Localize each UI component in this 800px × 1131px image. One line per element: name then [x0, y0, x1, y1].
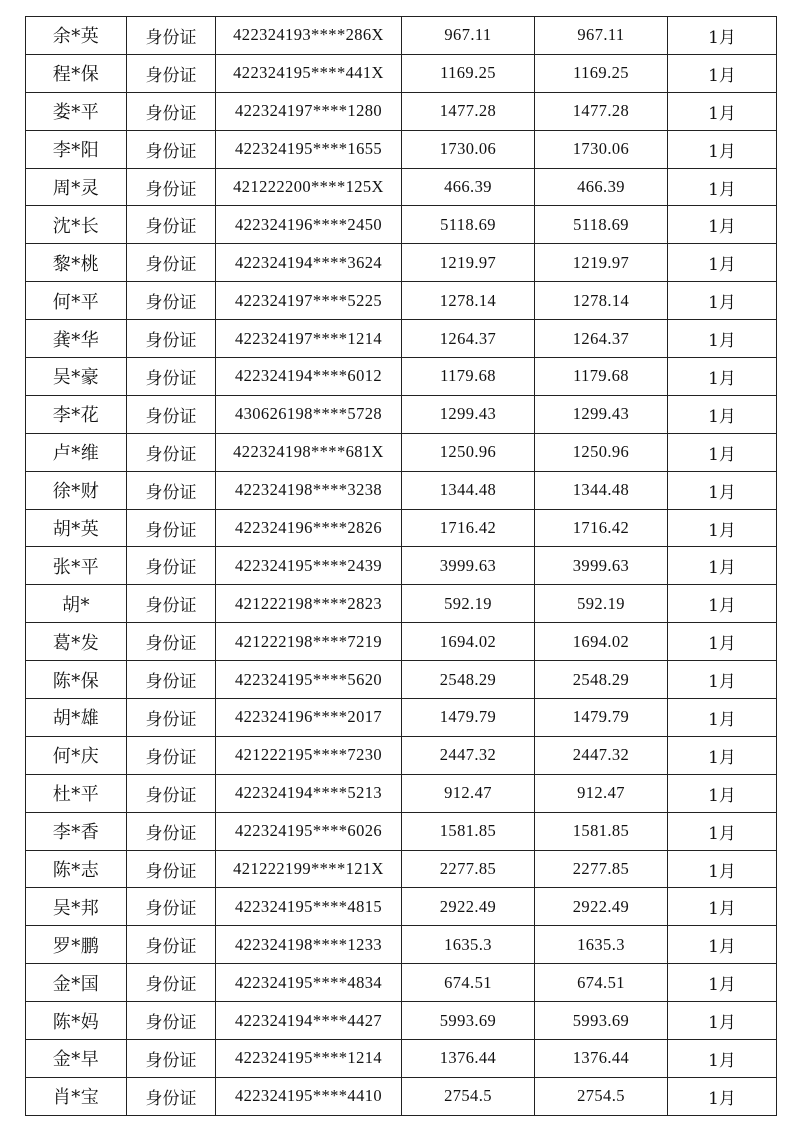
cell-amount: 2754.5 [402, 1077, 535, 1115]
cell-id-number: 421222200****125X [216, 168, 402, 206]
table-row [26, 850, 777, 888]
cell-amount: 1264.37 [402, 320, 535, 358]
cell-amount: 1694.02 [402, 623, 535, 661]
cell-amount: 1169.25 [402, 54, 535, 92]
cell-amount: 912.47 [402, 774, 535, 812]
cell-id-type: 身份证 [127, 736, 216, 774]
cell-id-number: 422324198****3238 [216, 471, 402, 509]
table-row [26, 547, 777, 585]
cell-name: 徐*财 [26, 471, 127, 509]
table-row [26, 585, 777, 623]
cell-id-type: 身份证 [127, 926, 216, 964]
cell-month: 1月 [668, 623, 777, 661]
cell-amount-paid: 1250.96 [535, 433, 668, 471]
cell-amount-paid: 1376.44 [535, 1040, 668, 1078]
cell-id-number: 422324196****2017 [216, 699, 402, 737]
cell-month: 1月 [668, 54, 777, 92]
cell-name: 李*阳 [26, 130, 127, 168]
cell-id-type: 身份证 [127, 54, 216, 92]
cell-name: 吴*豪 [26, 358, 127, 396]
cell-month: 1月 [668, 1040, 777, 1078]
cell-name: 陈*妈 [26, 1002, 127, 1040]
cell-month: 1月 [668, 206, 777, 244]
cell-month: 1月 [668, 130, 777, 168]
cell-amount: 1250.96 [402, 433, 535, 471]
roster-table [25, 16, 777, 1116]
cell-id-type: 身份证 [127, 358, 216, 396]
cell-name: 周*灵 [26, 168, 127, 206]
cell-id-type: 身份证 [127, 888, 216, 926]
cell-amount-paid: 5118.69 [535, 206, 668, 244]
cell-id-type: 身份证 [127, 433, 216, 471]
cell-amount: 1219.97 [402, 244, 535, 282]
cell-id-number: 422324197****1214 [216, 320, 402, 358]
cell-month: 1月 [668, 964, 777, 1002]
cell-amount-paid: 1344.48 [535, 471, 668, 509]
cell-amount: 1278.14 [402, 282, 535, 320]
cell-amount-paid: 2754.5 [535, 1077, 668, 1115]
cell-amount-paid: 1278.14 [535, 282, 668, 320]
cell-id-number: 422324193****286X [216, 17, 402, 55]
cell-amount: 674.51 [402, 964, 535, 1002]
cell-id-type: 身份证 [127, 17, 216, 55]
cell-amount-paid: 1169.25 [535, 54, 668, 92]
cell-id-number: 422324195****1655 [216, 130, 402, 168]
table-row [26, 320, 777, 358]
cell-month: 1月 [668, 547, 777, 585]
table-row [26, 206, 777, 244]
cell-id-type: 身份证 [127, 282, 216, 320]
cell-month: 1月 [668, 736, 777, 774]
cell-id-number: 422324194****4427 [216, 1002, 402, 1040]
cell-name: 娄*平 [26, 92, 127, 130]
table-row [26, 168, 777, 206]
cell-amount: 2922.49 [402, 888, 535, 926]
cell-id-number: 422324195****1214 [216, 1040, 402, 1078]
cell-id-number: 421222199****121X [216, 850, 402, 888]
cell-amount-paid: 1716.42 [535, 509, 668, 547]
cell-amount: 3999.63 [402, 547, 535, 585]
cell-id-type: 身份证 [127, 92, 216, 130]
cell-name: 杜*平 [26, 774, 127, 812]
cell-name: 何*庆 [26, 736, 127, 774]
cell-id-type: 身份证 [127, 320, 216, 358]
cell-id-number: 422324196****2826 [216, 509, 402, 547]
cell-id-number: 421222198****2823 [216, 585, 402, 623]
cell-id-type: 身份证 [127, 623, 216, 661]
cell-amount-paid: 1219.97 [535, 244, 668, 282]
cell-amount: 466.39 [402, 168, 535, 206]
cell-id-type: 身份证 [127, 1040, 216, 1078]
cell-amount-paid: 674.51 [535, 964, 668, 1002]
cell-id-type: 身份证 [127, 509, 216, 547]
table-row [26, 1040, 777, 1078]
cell-id-number: 422324198****681X [216, 433, 402, 471]
cell-amount: 5993.69 [402, 1002, 535, 1040]
cell-amount: 2277.85 [402, 850, 535, 888]
table-row [26, 471, 777, 509]
cell-month: 1月 [668, 585, 777, 623]
cell-id-type: 身份证 [127, 850, 216, 888]
cell-name: 胡*英 [26, 509, 127, 547]
cell-amount: 2548.29 [402, 661, 535, 699]
cell-amount: 1299.43 [402, 395, 535, 433]
cell-name: 李*花 [26, 395, 127, 433]
cell-id-number: 422324195****441X [216, 54, 402, 92]
cell-id-number: 422324195****5620 [216, 661, 402, 699]
table-row [26, 812, 777, 850]
cell-name: 余*英 [26, 17, 127, 55]
cell-month: 1月 [668, 1002, 777, 1040]
cell-name: 胡* [26, 585, 127, 623]
table-row [26, 92, 777, 130]
cell-name: 胡*雄 [26, 699, 127, 737]
cell-name: 肖*宝 [26, 1077, 127, 1115]
cell-month: 1月 [668, 92, 777, 130]
table-row [26, 926, 777, 964]
cell-id-type: 身份证 [127, 1077, 216, 1115]
cell-month: 1月 [668, 168, 777, 206]
cell-id-type: 身份证 [127, 585, 216, 623]
cell-month: 1月 [668, 282, 777, 320]
cell-amount: 967.11 [402, 17, 535, 55]
cell-id-type: 身份证 [127, 812, 216, 850]
cell-id-number: 422324194****3624 [216, 244, 402, 282]
table-row [26, 130, 777, 168]
table-row [26, 17, 777, 55]
cell-amount: 1477.28 [402, 92, 535, 130]
cell-id-type: 身份证 [127, 699, 216, 737]
table-row [26, 54, 777, 92]
cell-amount: 1635.3 [402, 926, 535, 964]
cell-id-number: 422324195****4834 [216, 964, 402, 1002]
cell-month: 1月 [668, 661, 777, 699]
cell-amount: 1344.48 [402, 471, 535, 509]
cell-name: 金*早 [26, 1040, 127, 1078]
table-row [26, 1077, 777, 1115]
cell-id-number: 422324195****4815 [216, 888, 402, 926]
cell-amount-paid: 1264.37 [535, 320, 668, 358]
cell-amount-paid: 1635.3 [535, 926, 668, 964]
cell-amount: 5118.69 [402, 206, 535, 244]
cell-id-type: 身份证 [127, 1002, 216, 1040]
cell-name: 卢*维 [26, 433, 127, 471]
cell-amount-paid: 2548.29 [535, 661, 668, 699]
cell-amount: 1730.06 [402, 130, 535, 168]
cell-name: 何*平 [26, 282, 127, 320]
table-row [26, 964, 777, 1002]
cell-name: 程*保 [26, 54, 127, 92]
cell-amount: 2447.32 [402, 736, 535, 774]
cell-name: 李*香 [26, 812, 127, 850]
cell-month: 1月 [668, 395, 777, 433]
cell-amount-paid: 1581.85 [535, 812, 668, 850]
cell-id-type: 身份证 [127, 471, 216, 509]
cell-name: 陈*志 [26, 850, 127, 888]
cell-month: 1月 [668, 471, 777, 509]
table-row [26, 774, 777, 812]
table-row [26, 282, 777, 320]
cell-amount-paid: 1479.79 [535, 699, 668, 737]
cell-id-type: 身份证 [127, 168, 216, 206]
cell-month: 1月 [668, 358, 777, 396]
table-row [26, 661, 777, 699]
cell-id-number: 430626198****5728 [216, 395, 402, 433]
cell-month: 1月 [668, 1077, 777, 1115]
cell-id-type: 身份证 [127, 547, 216, 585]
cell-name: 沈*长 [26, 206, 127, 244]
cell-month: 1月 [668, 926, 777, 964]
cell-amount-paid: 2447.32 [535, 736, 668, 774]
cell-id-number: 422324197****1280 [216, 92, 402, 130]
cell-month: 1月 [668, 509, 777, 547]
cell-id-number: 421222198****7219 [216, 623, 402, 661]
cell-id-number: 422324195****4410 [216, 1077, 402, 1115]
cell-amount: 592.19 [402, 585, 535, 623]
cell-month: 1月 [668, 812, 777, 850]
cell-amount: 1479.79 [402, 699, 535, 737]
cell-month: 1月 [668, 699, 777, 737]
table-row [26, 623, 777, 661]
cell-month: 1月 [668, 433, 777, 471]
cell-amount: 1581.85 [402, 812, 535, 850]
cell-name: 罗*鹏 [26, 926, 127, 964]
cell-id-type: 身份证 [127, 661, 216, 699]
cell-id-type: 身份证 [127, 774, 216, 812]
cell-name: 张*平 [26, 547, 127, 585]
cell-amount-paid: 3999.63 [535, 547, 668, 585]
cell-amount-paid: 466.39 [535, 168, 668, 206]
cell-id-number: 422324197****5225 [216, 282, 402, 320]
cell-name: 龚*华 [26, 320, 127, 358]
cell-name: 吴*邦 [26, 888, 127, 926]
cell-amount: 1179.68 [402, 358, 535, 396]
cell-id-number: 422324195****2439 [216, 547, 402, 585]
cell-amount-paid: 2922.49 [535, 888, 668, 926]
table-row [26, 244, 777, 282]
cell-amount-paid: 2277.85 [535, 850, 668, 888]
cell-amount-paid: 1299.43 [535, 395, 668, 433]
cell-amount-paid: 967.11 [535, 17, 668, 55]
cell-name: 葛*发 [26, 623, 127, 661]
cell-id-number: 422324195****6026 [216, 812, 402, 850]
cell-name: 黎*桃 [26, 244, 127, 282]
cell-id-number: 422324196****2450 [216, 206, 402, 244]
cell-name: 金*国 [26, 964, 127, 1002]
cell-id-type: 身份证 [127, 206, 216, 244]
cell-id-type: 身份证 [127, 964, 216, 1002]
cell-id-number: 422324198****1233 [216, 926, 402, 964]
table-row [26, 433, 777, 471]
table-row [26, 888, 777, 926]
cell-id-type: 身份证 [127, 130, 216, 168]
table-row [26, 509, 777, 547]
cell-month: 1月 [668, 850, 777, 888]
roster-body [26, 17, 777, 1116]
table-row [26, 1002, 777, 1040]
table-row [26, 736, 777, 774]
table-row [26, 395, 777, 433]
cell-amount-paid: 912.47 [535, 774, 668, 812]
cell-amount: 1716.42 [402, 509, 535, 547]
cell-month: 1月 [668, 244, 777, 282]
cell-amount-paid: 1477.28 [535, 92, 668, 130]
table-row [26, 358, 777, 396]
cell-id-type: 身份证 [127, 395, 216, 433]
cell-amount-paid: 1694.02 [535, 623, 668, 661]
cell-id-number: 422324194****5213 [216, 774, 402, 812]
cell-name: 陈*保 [26, 661, 127, 699]
cell-month: 1月 [668, 774, 777, 812]
table-row [26, 699, 777, 737]
cell-amount-paid: 1730.06 [535, 130, 668, 168]
cell-amount-paid: 1179.68 [535, 358, 668, 396]
cell-amount-paid: 592.19 [535, 585, 668, 623]
cell-month: 1月 [668, 320, 777, 358]
cell-id-type: 身份证 [127, 244, 216, 282]
cell-id-number: 422324194****6012 [216, 358, 402, 396]
cell-month: 1月 [668, 17, 777, 55]
cell-amount: 1376.44 [402, 1040, 535, 1078]
cell-id-number: 421222195****7230 [216, 736, 402, 774]
cell-amount-paid: 5993.69 [535, 1002, 668, 1040]
cell-month: 1月 [668, 888, 777, 926]
